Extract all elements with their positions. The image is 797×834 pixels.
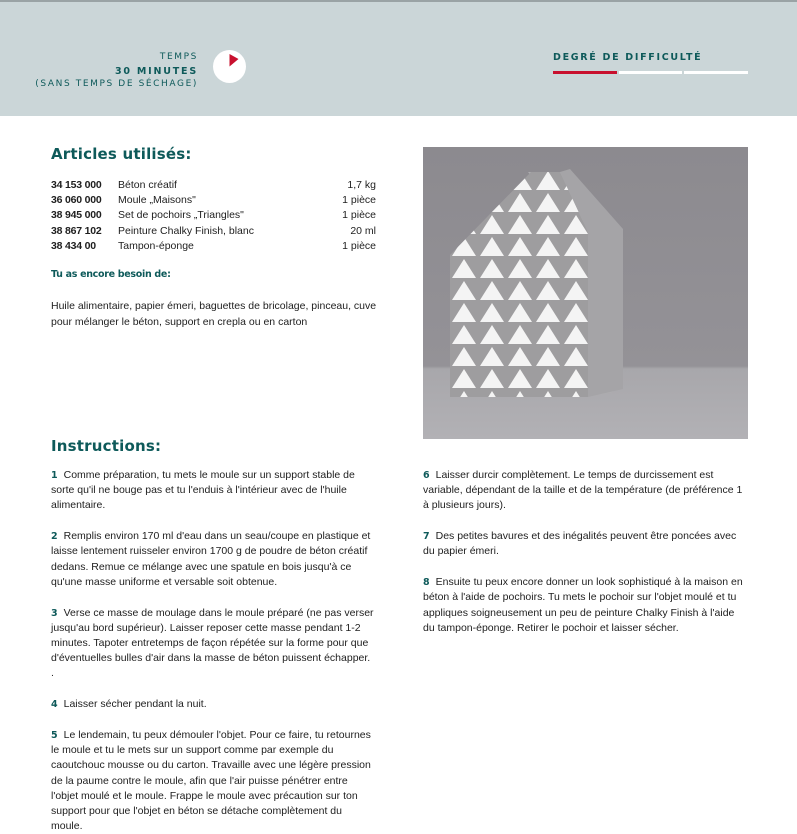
instruction-step: [51, 529, 376, 590]
instructions-column-left: [51, 468, 376, 834]
article-qty: 1 pièce: [342, 194, 376, 207]
pie-clock-icon: [213, 50, 246, 83]
step-number: 8: [423, 577, 430, 589]
product-photo: [423, 147, 748, 439]
needs-text: Huile alimentaire, papier émeri, baguettes de bricolage, pinceau, cuve pour mélanger le béton, support en crepla ou en carton: [51, 300, 377, 328]
difficulty-bar-2: [619, 71, 683, 74]
article-code: 38 945 000: [51, 209, 102, 222]
concrete-house-image: [423, 147, 748, 439]
instruction-step: [51, 606, 376, 682]
instruction-step: [51, 468, 376, 514]
article-code: 36 060 000: [51, 194, 102, 207]
article-qty: 1 pièce: [342, 239, 376, 252]
article-qty: 20 ml: [350, 224, 376, 237]
article-row: [51, 193, 376, 208]
step-number: 4: [51, 699, 58, 711]
step-text: Le lendemain, tu peux démouler l'objet. Pour ce faire, tu retournes le moule et tu le mets sur un support comme par exemple du caoutchouc mousse ou du carton. Travaille avec une légère pression de la paume contre le moule, afin que l'air puisse pénétrer entre l'objet moulé et le moule. Frappe le moule avec précaution sur ton support pour que l'objet en béton se détache complètement du moule.: [51, 729, 371, 833]
step-number: 6: [423, 470, 430, 481]
article-name: Moule „Maisons": [118, 194, 196, 207]
instructions-column-right: [423, 468, 748, 652]
time-label: TEMPS: [159, 52, 198, 62]
article-name: Set de pochoirs „Triangles": [118, 209, 244, 222]
difficulty-bar-1: [553, 71, 617, 74]
instruction-step: [51, 697, 376, 712]
article-code: 34 153 000: [51, 179, 102, 191]
difficulty-bar-3: [684, 71, 748, 74]
article-code: 38 867 102: [51, 224, 102, 237]
instruction-step: [51, 728, 376, 834]
article-name: Tampon-éponge: [118, 239, 194, 252]
article-name: Peinture Chalky Finish, blanc: [118, 224, 254, 237]
article-name: Béton créatif: [118, 179, 177, 191]
article-row: [51, 178, 376, 193]
article-row: [51, 224, 376, 239]
article-qty: 1 pièce: [342, 209, 376, 222]
articles-list: [51, 178, 376, 254]
step-text: Des petites bavures et des inégalités peuvent être poncées avec du papier émeri.: [423, 530, 737, 558]
step-number: 2: [51, 531, 58, 543]
article-row: [51, 208, 376, 223]
step-text: Laisser sécher pendant la nuit.: [63, 698, 207, 711]
step-number: 7: [423, 531, 430, 543]
step-text: Comme préparation, tu mets le moule sur un support stable de sorte qu'il ne bouge pas et tu l'enduis à l'intérieur avec de l'huile alimentaire.: [51, 469, 355, 512]
time-note: (SANS TEMPS DE SÉCHAGE): [35, 79, 198, 89]
step-text: Laisser durcir complètement. Le temps de durcissement est variable, dépendant de la taille et de la température (de préférence 1 à plusieurs jours).: [423, 469, 743, 512]
time-info: [35, 51, 198, 92]
time-value: 30 MINUTES: [115, 65, 198, 77]
step-text: Verse ce masse de moulage dans le moule préparé (ne pas verser jusqu'au bord supérieur). Laisser reposer cette masse pendant 1-2 minutes. Tapoter entretemps de façon répétée sur la forme pour que d'éventuelles bulles d'air dans la masse de béton puissent échapper. .: [51, 606, 374, 680]
needs-title: Tu as encore besoin de:: [51, 269, 171, 280]
step-number: 1: [51, 470, 58, 481]
instruction-step: [423, 529, 748, 559]
instruction-step: [423, 575, 748, 636]
difficulty-bars: [553, 71, 748, 74]
step-text: Ensuite tu peux encore donner un look sophistiqué à la maison en béton à l'aide de pochoirs. Tu mets le pochoir sur l'objet moulé et tu appliques soigneusement un peu de peinture Chalky Finish à l'aide du tampon-éponge. Retirer le pochoir et laisser sécher.: [423, 576, 743, 634]
article-row: [51, 239, 376, 254]
instruction-step: [423, 468, 748, 514]
difficulty-label: DEGRÉ DE DIFFICULTÉ: [553, 52, 703, 63]
article-code: 38 434 00: [51, 239, 96, 252]
difficulty-indicator: [553, 52, 702, 63]
article-qty: 1,7 kg: [347, 179, 376, 191]
instructions-title: Instructions:: [51, 437, 162, 455]
articles-title: Articles utilisés:: [51, 145, 192, 163]
step-number: 5: [51, 730, 58, 742]
step-text: Remplis environ 170 ml d'eau dans un seau/coupe en plastique et laisse lentement ruisseler environ 1700 g de poudre de béton créatif dedans. Remue ce mélange avec une spatule en bois jusqu'à ce qu'une masse uniforme et versable soit obtenue.: [51, 530, 371, 588]
step-number: 3: [51, 607, 58, 619]
